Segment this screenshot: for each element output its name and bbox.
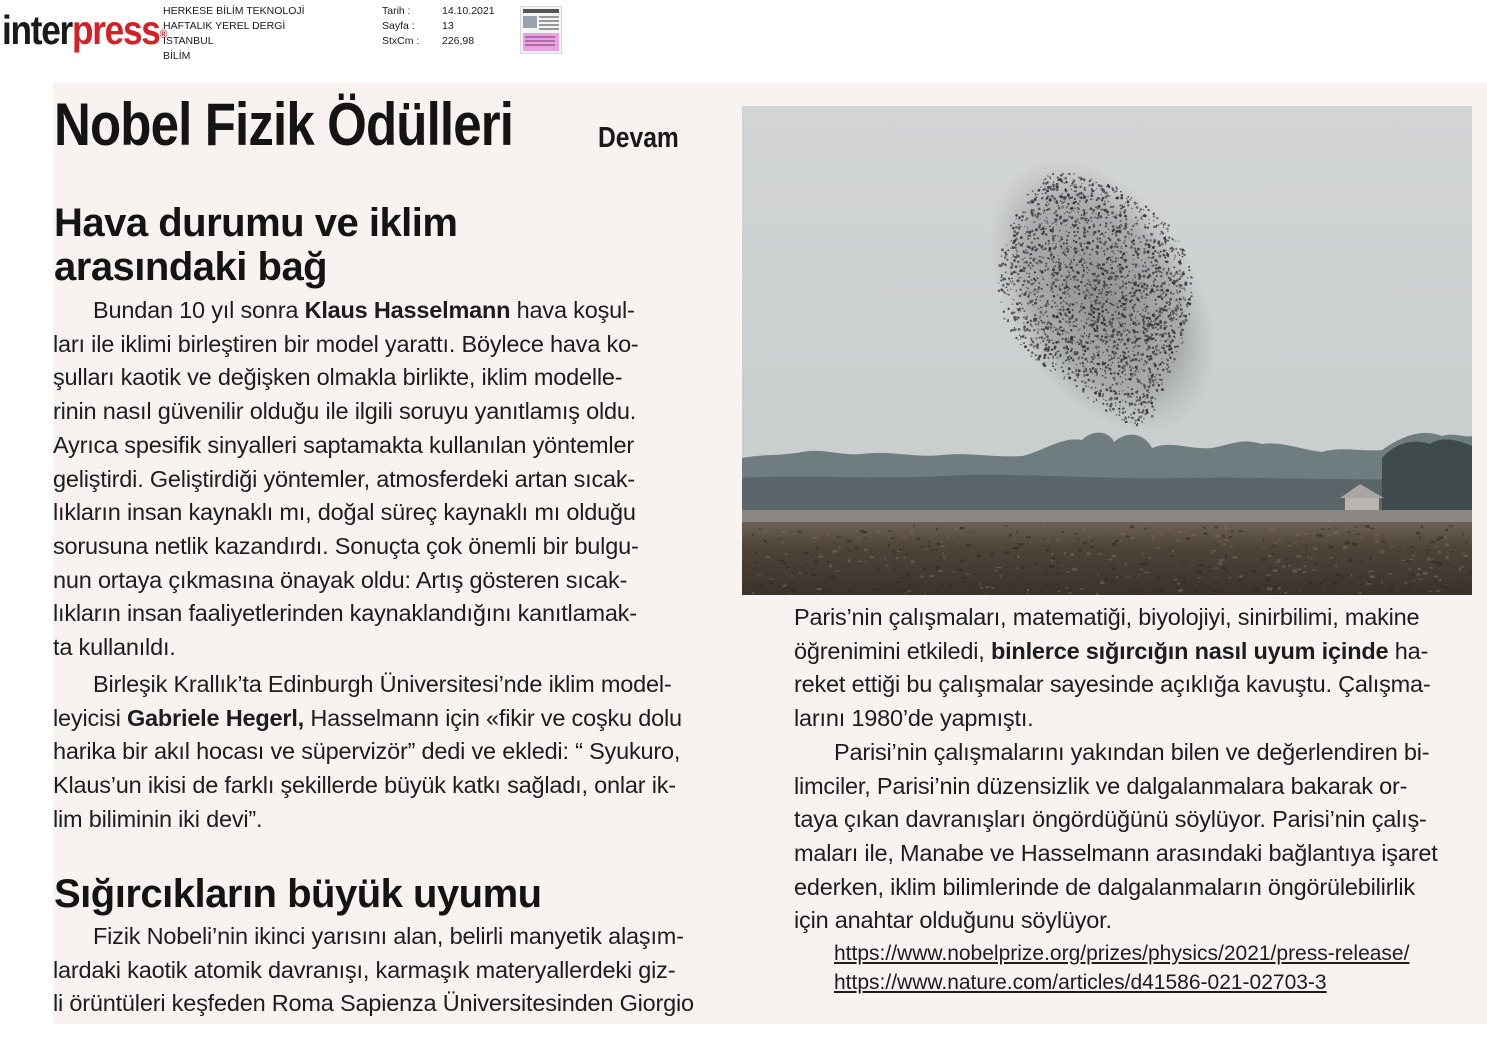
meta-row-size [382,34,495,49]
text-line: sorusuna netlik kazandırdı. Sonuçta çok önemli bir bulgu- [53,532,639,559]
text-line: li örüntüleri keşfeden Roma Sapienza Üniversitesinden Giorgio [53,990,694,1017]
text-line: leyicisi Gabriele Hegerl, Hasselmann için «fikir ve coşku dolu [53,704,682,731]
logo-registered-mark: ® [159,27,166,41]
text-line: öğrenimini etkiledi, binlerce sığırcığın nasıl uyum içinde ha- [794,637,1429,664]
paragraph-hasselmann [53,294,639,665]
meta-row-page [382,19,495,34]
text-line: rinin nasıl güvenilir olduğu ile ilgili soruyu yanıtlamış oldu. [53,398,637,425]
text-line: geliştirdi. Geliştirdiği yöntemler, atmosferdeki artan sıcak- [53,465,636,492]
meta-value: 14.10.2021 [442,5,495,17]
text-line: nun ortaya çıkmasına önayak oldu: Artış gösteren sıcak- [53,566,628,593]
meta-label: StxCm : [382,35,420,47]
interpress-logo [2,6,166,54]
text-line: ta kullanıldı. [53,634,176,661]
publication-category: BİLİM [163,50,191,62]
meta-label: Tarih : [382,5,411,17]
starling-murmuration-photo [742,106,1472,595]
text-line: larını 1980’de yapmıştı. [794,705,1034,732]
publication-name: HERKESE BİLİM TEKNOLOJİ [163,5,305,17]
heading-line: Hava durumu ve iklim [54,201,458,245]
person-name: Gabriele Hegerl, [126,704,304,731]
text-line: ederken, iklim bilimlerinde de dalgalanmaların öngörülebilirlik [794,873,1415,900]
text-line: Parisi’nin çalışmalarını yakından bilen ve değerlendiren bi- [834,738,1430,765]
clipping-header [0,0,1487,70]
section-heading-starlings: Sığırcıkların büyük uyumu [54,872,542,916]
publication-type: HAFTALIK YEREL DERGİ [163,20,286,32]
text-line: taya çıkan davranışları öngördüğünü söylüyor. Parisi’nin çalış- [794,806,1427,833]
text-line: Birleşik Krallık’ta Edinburgh Üniversitesi’nde iklim model- [93,671,672,697]
meta-row-date [382,4,495,19]
text-line: reket ettiği bu çalışmalar sayesinde açıklığa kavuştu. Çalışma- [794,671,1431,698]
text-line: lim biliminin iki devi”. [53,805,263,832]
text-line: şulları kaotik ve değişken olmakla birlikte, iklim modelle- [53,364,623,391]
source-links [794,939,1409,997]
logo-main: inter [2,7,72,53]
text-line: lıkların insan faaliyetlerinden kaynaklandığını kanıtlamak- [53,600,637,627]
article-title: Nobel Fizik Ödülleri [54,91,514,158]
text-line: harika bir akıl hocası ve süpervizör” dedi ve ekledi: “ Syukuro, [53,738,681,765]
clipping-meta [382,4,495,49]
text-line: Fizik Nobeli’nin ikinci yarısını alan, belirli manyetik alaşım- [93,923,684,949]
text-line: lıkların insan kaynaklı mı, doğal süreç kaynaklı mı olduğu [53,499,636,526]
nature-link[interactable]: https://www.nature.com/articles/d41586-021-02703-3 [834,971,1327,994]
text-line: için anahtar olduğunu söylüyor. [794,907,1112,934]
text-line: Klaus’un ikisi de farklı şekillerde büyük katkı sağladı, onlar ik- [53,772,676,799]
text-line: ları ile iklimi birleştiren bir model yarattı. Böylece hava ko- [53,330,639,357]
paragraph-hegerl [53,668,682,837]
meta-value: 226,98 [442,35,475,47]
heading-line: arasındaki bağ [54,245,328,289]
nobelprize-link[interactable]: https://www.nobelprize.org/prizes/physics/2021/press-release/ [834,942,1410,965]
text-line: limciler, Parisi’nin düzensizlik ve dalgalanmalara bakarak or- [794,772,1408,799]
logo-accent: press [71,7,160,53]
text-line: Paris’nin çalışmaları, matematiği, biyolojiyi, sinirbilimi, makine [794,604,1420,630]
highlighted-phrase: binlerce sığırcığın nasıl uyum içinde [990,637,1389,664]
meta-label: Sayfa : [382,20,415,32]
publication-city: İSTANBUL [163,35,214,47]
paragraph-parisi-continued [794,601,1487,938]
text-line: Ayrıca spesifik sinyalleri saptamakta kullanılan yöntemler [53,431,634,458]
person-name: Klaus Hasselmann [304,297,511,323]
section-heading-climate [54,201,457,289]
text-line: maları ile, Manabe ve Hasselmann arasındaki bağlantıya işaret [794,839,1438,866]
text-line: lardaki kaotik atomik davranışı, karmaşık materyallerdeki giz- [53,956,676,983]
meta-value: 13 [442,20,454,32]
publication-info [163,4,305,64]
text-line: Bundan 10 yıl sonra Klaus Hasselmann hava koşul- [93,297,635,323]
page-thumbnail[interactable] [520,6,562,54]
continued-label: Devam [598,122,679,154]
paragraph-parisi-start [53,920,694,1021]
